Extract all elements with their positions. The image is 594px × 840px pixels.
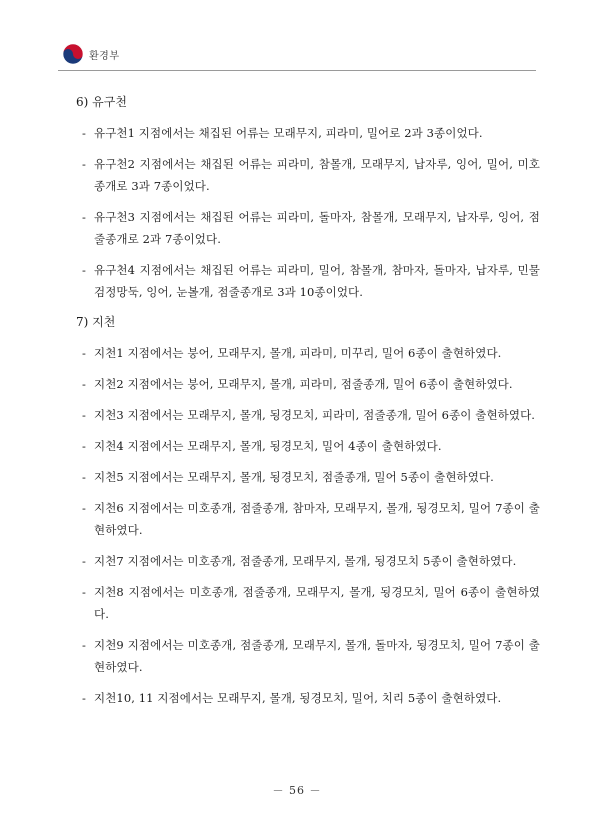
list-item-text: 지천2 지점에서는 붕어, 모래무지, 몰개, 피라미, 점줄종개, 밀어 6종이 출현하였다. <box>94 377 513 391</box>
bullet-dash: - <box>82 157 86 171</box>
list-item <box>76 634 540 678</box>
list-item <box>76 550 540 572</box>
org-name: 환경부 <box>89 50 120 62</box>
list-item-text: 유구천4 지점에서는 채집된 어류는 피라미, 밀어, 참몰개, 참마자, 돌마자, 납자루, 민물검정망둑, 잉어, 눈볼개, 점줄종개로 3과 10종이었다. <box>94 263 540 299</box>
bullet-dash: - <box>82 263 86 277</box>
list-item-text: 지천8 지점에서는 미호종개, 점줄종개, 모래무지, 몰개, 됭경모치, 밀어 6종이 출현하였다. <box>94 585 540 621</box>
list-item <box>76 373 540 395</box>
list-item-text: 유구천3 지점에서는 채집된 어류는 피라미, 돌마자, 참몰개, 모래무지, 납자루, 잉어, 점줄종개로 2과 7종이었다. <box>94 210 540 246</box>
list-item <box>76 687 540 709</box>
list-item-text: 지천10, 11 지점에서는 모래무지, 몰개, 됭경모치, 밀어, 치리 5종이 출현하였다. <box>94 691 502 705</box>
list-item <box>76 259 540 303</box>
bullet-dash: - <box>82 408 86 422</box>
bullet-dash: - <box>82 210 86 224</box>
bullet-dash: - <box>82 346 86 360</box>
list-item <box>76 497 540 541</box>
list-item-text: 유구천1 지점에서는 채집된 어류는 모래무지, 피라미, 밀어로 2과 3종이었다. <box>94 126 483 140</box>
bullet-dash: - <box>82 554 86 568</box>
list-item-text: 지천7 지점에서는 미호종개, 점줄종개, 모래무지, 몰개, 됭경모치 5종이 출현하였다. <box>94 554 517 568</box>
document-body <box>76 92 540 718</box>
bullet-dash: - <box>82 585 86 599</box>
section-list-jicheon <box>76 342 540 709</box>
bullet-dash: - <box>82 638 86 652</box>
list-item <box>76 206 540 250</box>
list-item-text: 지천9 지점에서는 미호종개, 점줄종개, 모래무지, 몰개, 돌마자, 됭경모치, 밀어 7종이 출현하였다. <box>94 638 540 674</box>
header-divider <box>58 70 536 71</box>
page-header <box>62 42 119 66</box>
bullet-dash: - <box>82 439 86 453</box>
list-item-text: 지천5 지점에서는 모래무지, 몰개, 됭경모치, 점줄종개, 밀어 5종이 출현하였다. <box>94 470 494 484</box>
section-title-yugucheon: 6) 유구천 <box>76 95 127 109</box>
list-item <box>76 153 540 197</box>
list-item-text: 지천4 지점에서는 모래무지, 몰개, 됭경모치, 밀어 4종이 출현하였다. <box>94 439 442 453</box>
list-item <box>76 466 540 488</box>
bullet-dash: - <box>82 501 86 515</box>
list-item-text: 지천1 지점에서는 붕어, 모래무지, 몰개, 피라미, 미꾸리, 밀어 6종이 출현하였다. <box>94 346 502 360</box>
ministry-logo-icon <box>62 43 84 65</box>
section-list-yugucheon <box>76 122 540 303</box>
list-item <box>76 122 540 144</box>
list-item-text: 지천3 지점에서는 모래무지, 몰개, 됭경모치, 피라미, 점줄종개, 밀어 6종이 출현하였다. <box>94 408 536 422</box>
section-title-jicheon: 7) 지천 <box>76 315 116 329</box>
bullet-dash: - <box>82 377 86 391</box>
list-item <box>76 581 540 625</box>
list-item <box>76 404 540 426</box>
list-item-text: 지천6 지점에서는 미호종개, 점줄종개, 참마자, 모래무지, 몰개, 됭경모치, 밀어 7종이 출현하였다. <box>94 501 540 537</box>
list-item <box>76 435 540 457</box>
bullet-dash: - <box>82 470 86 484</box>
list-item <box>76 342 540 364</box>
bullet-dash: - <box>82 126 86 140</box>
bullet-dash: - <box>82 691 86 705</box>
page-number: － 56 － <box>272 784 322 797</box>
list-item-text: 유구천2 지점에서는 채집된 어류는 피라미, 참몰개, 모래무지, 납자루, 잉어, 밀어, 미호종개로 3과 7종이었다. <box>94 157 540 193</box>
